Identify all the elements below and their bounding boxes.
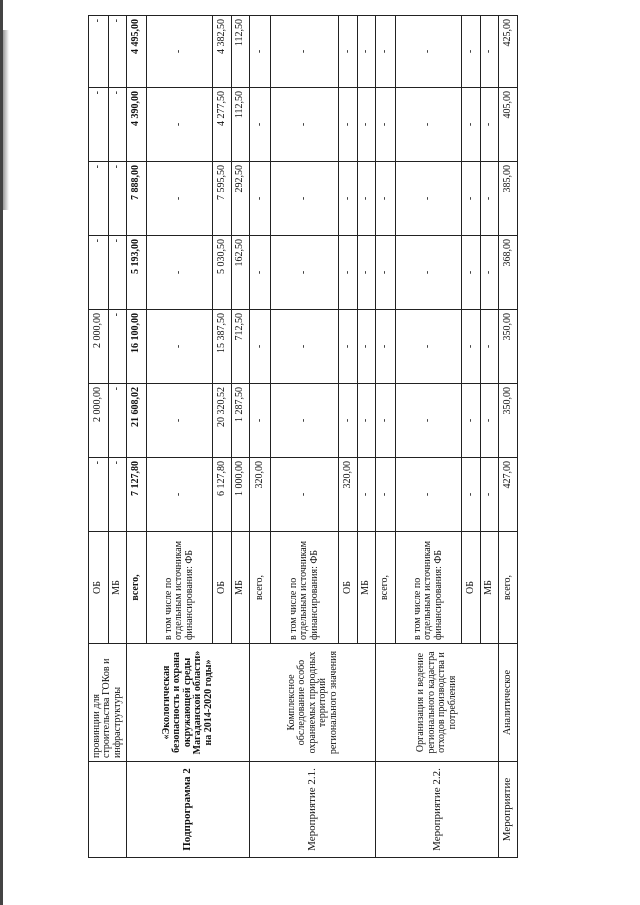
value-cell: -: [89, 236, 109, 310]
value-cell: -: [146, 236, 212, 310]
scan-shadow: [3, 30, 9, 210]
measure-name: Мероприятие 2.1.: [250, 762, 376, 858]
value-cell: 385,00: [499, 162, 518, 236]
value-cell: -: [357, 458, 376, 532]
value-cell: 2 000,00: [89, 310, 109, 384]
value-cell: -: [480, 88, 499, 162]
value-cell: -: [395, 310, 461, 384]
value-cell: -: [376, 162, 396, 236]
measure-title: Аналитическое: [499, 644, 518, 762]
value-cell: -: [462, 384, 481, 458]
value-cell: -: [357, 384, 376, 458]
value-cell: -: [146, 16, 212, 88]
source-cell: в том числе по отдельным источникам финансирования: ФБ: [270, 532, 338, 644]
source-cell: МБ: [231, 532, 250, 644]
value-cell: -: [395, 384, 461, 458]
value-cell: 6 127,80: [213, 458, 232, 532]
value-cell: 320,00: [250, 458, 271, 532]
value-cell: -: [480, 310, 499, 384]
value-cell: -: [480, 384, 499, 458]
subprogram-name: Подпрограмма 2: [127, 762, 250, 858]
value-cell: -: [395, 458, 461, 532]
value-cell: -: [339, 16, 358, 88]
value-cell: -: [395, 16, 461, 88]
value-cell: -: [339, 236, 358, 310]
value-cell: 350,00: [499, 310, 518, 384]
value-cell: -: [108, 310, 127, 384]
value-cell: -: [146, 162, 212, 236]
cell-empty: [89, 762, 127, 858]
value-cell: 4 390,00: [127, 88, 147, 162]
value-cell: -: [462, 162, 481, 236]
value-cell: -: [376, 384, 396, 458]
value-cell: -: [462, 310, 481, 384]
value-cell: -: [357, 16, 376, 88]
program-desc-cell: провинции для строительства ГОКов и инфраструктуры: [89, 644, 127, 762]
value-cell: -: [339, 384, 358, 458]
value-cell: 21 608,02: [127, 384, 147, 458]
value-cell: -: [146, 310, 212, 384]
value-cell: -: [480, 236, 499, 310]
value-cell: -: [357, 310, 376, 384]
value-cell: 5 193,00: [127, 236, 147, 310]
value-cell: -: [270, 458, 338, 532]
value-cell: -: [250, 384, 271, 458]
value-cell: -: [357, 88, 376, 162]
value-cell: -: [376, 88, 396, 162]
table-row: [499, 16, 518, 858]
value-cell: 4 495,00: [127, 16, 147, 88]
value-cell: -: [270, 88, 338, 162]
value-cell: -: [250, 16, 271, 88]
table-row: [89, 16, 109, 858]
value-cell: 7 595,50: [213, 162, 232, 236]
value-cell: -: [462, 16, 481, 88]
value-cell: -: [339, 310, 358, 384]
value-cell: -: [270, 236, 338, 310]
value-cell: 405,00: [499, 88, 518, 162]
source-cell: ОБ: [213, 532, 232, 644]
value-cell: -: [270, 162, 338, 236]
value-cell: 4 382,50: [213, 16, 232, 88]
value-cell: -: [357, 236, 376, 310]
value-cell: -: [146, 88, 212, 162]
value-cell: -: [89, 16, 109, 88]
value-cell: -: [108, 384, 127, 458]
value-cell: 7 888,00: [127, 162, 147, 236]
value-cell: 427,00: [499, 458, 518, 532]
table-row: [250, 16, 271, 858]
value-cell: 162,50: [231, 236, 250, 310]
value-cell: -: [339, 88, 358, 162]
value-cell: 1 287,50: [231, 384, 250, 458]
total-label: всего,: [499, 532, 518, 644]
value-cell: -: [480, 162, 499, 236]
value-cell: -: [480, 16, 499, 88]
subprogram-title: «Экологическая безопасность и охрана окружающей среды Магаданской области» на 2014-2020 годы»: [127, 644, 250, 762]
measure-name: Мероприятие 2.2.: [376, 762, 499, 858]
value-cell: -: [357, 162, 376, 236]
total-label: всего,: [250, 532, 271, 644]
value-cell: 712,50: [231, 310, 250, 384]
value-cell: 350,00: [499, 384, 518, 458]
value-cell: -: [376, 310, 396, 384]
value-cell: -: [108, 16, 127, 88]
measure-title: Комплексное обследование особо охраняемых природных территорий регионального значения: [250, 644, 376, 762]
measure-title: Организация и ведение регионального кадастра отходов производства и потребления: [376, 644, 499, 762]
total-label: всего,: [127, 532, 147, 644]
value-cell: 112,50: [231, 88, 250, 162]
value-cell: -: [376, 458, 396, 532]
source-cell: ОБ: [462, 532, 481, 644]
value-cell: -: [89, 88, 109, 162]
value-cell: -: [270, 384, 338, 458]
value-cell: 15 387,50: [213, 310, 232, 384]
value-cell: 320,00: [339, 458, 358, 532]
source-cell: МБ: [357, 532, 376, 644]
value-cell: -: [146, 458, 212, 532]
value-cell: -: [108, 162, 127, 236]
value-cell: -: [250, 88, 271, 162]
value-cell: 20 320,52: [213, 384, 232, 458]
value-cell: -: [480, 458, 499, 532]
value-cell: -: [395, 88, 461, 162]
value-cell: 16 100,00: [127, 310, 147, 384]
value-cell: 112,50: [231, 16, 250, 88]
value-cell: -: [339, 162, 358, 236]
value-cell: -: [108, 458, 127, 532]
finance-table: [88, 15, 518, 858]
value-cell: -: [395, 162, 461, 236]
value-cell: -: [376, 16, 396, 88]
value-cell: 4 277,50: [213, 88, 232, 162]
value-cell: -: [250, 162, 271, 236]
value-cell: -: [108, 236, 127, 310]
table-row: [376, 16, 396, 858]
value-cell: -: [462, 88, 481, 162]
value-cell: 1 000,00: [231, 458, 250, 532]
value-cell: -: [462, 236, 481, 310]
value-cell: -: [146, 384, 212, 458]
source-cell: МБ: [480, 532, 499, 644]
value-cell: -: [376, 236, 396, 310]
source-cell: МБ: [108, 532, 127, 644]
rotated-table-container: [88, 16, 518, 858]
value-cell: 292,50: [231, 162, 250, 236]
value-cell: -: [395, 236, 461, 310]
value-cell: -: [462, 458, 481, 532]
value-cell: -: [89, 458, 109, 532]
value-cell: -: [250, 310, 271, 384]
value-cell: 7 127,80: [127, 458, 147, 532]
value-cell: 368,00: [499, 236, 518, 310]
source-cell: ОБ: [89, 532, 109, 644]
value-cell: -: [250, 236, 271, 310]
value-cell: 2 000,00: [89, 384, 109, 458]
source-cell: ОБ: [339, 532, 358, 644]
value-cell: 425,00: [499, 16, 518, 88]
measure-name: Мероприятие: [499, 762, 518, 858]
value-cell: 5 030,50: [213, 236, 232, 310]
source-cell: в том числе по отдельным источникам финансирования: ФБ: [395, 532, 461, 644]
value-cell: -: [108, 88, 127, 162]
table-row: [127, 16, 147, 858]
value-cell: -: [270, 16, 338, 88]
value-cell: -: [270, 310, 338, 384]
total-label: всего,: [376, 532, 396, 644]
value-cell: -: [89, 162, 109, 236]
source-cell: в том числе по отдельным источникам финансирования: ФБ: [146, 532, 212, 644]
